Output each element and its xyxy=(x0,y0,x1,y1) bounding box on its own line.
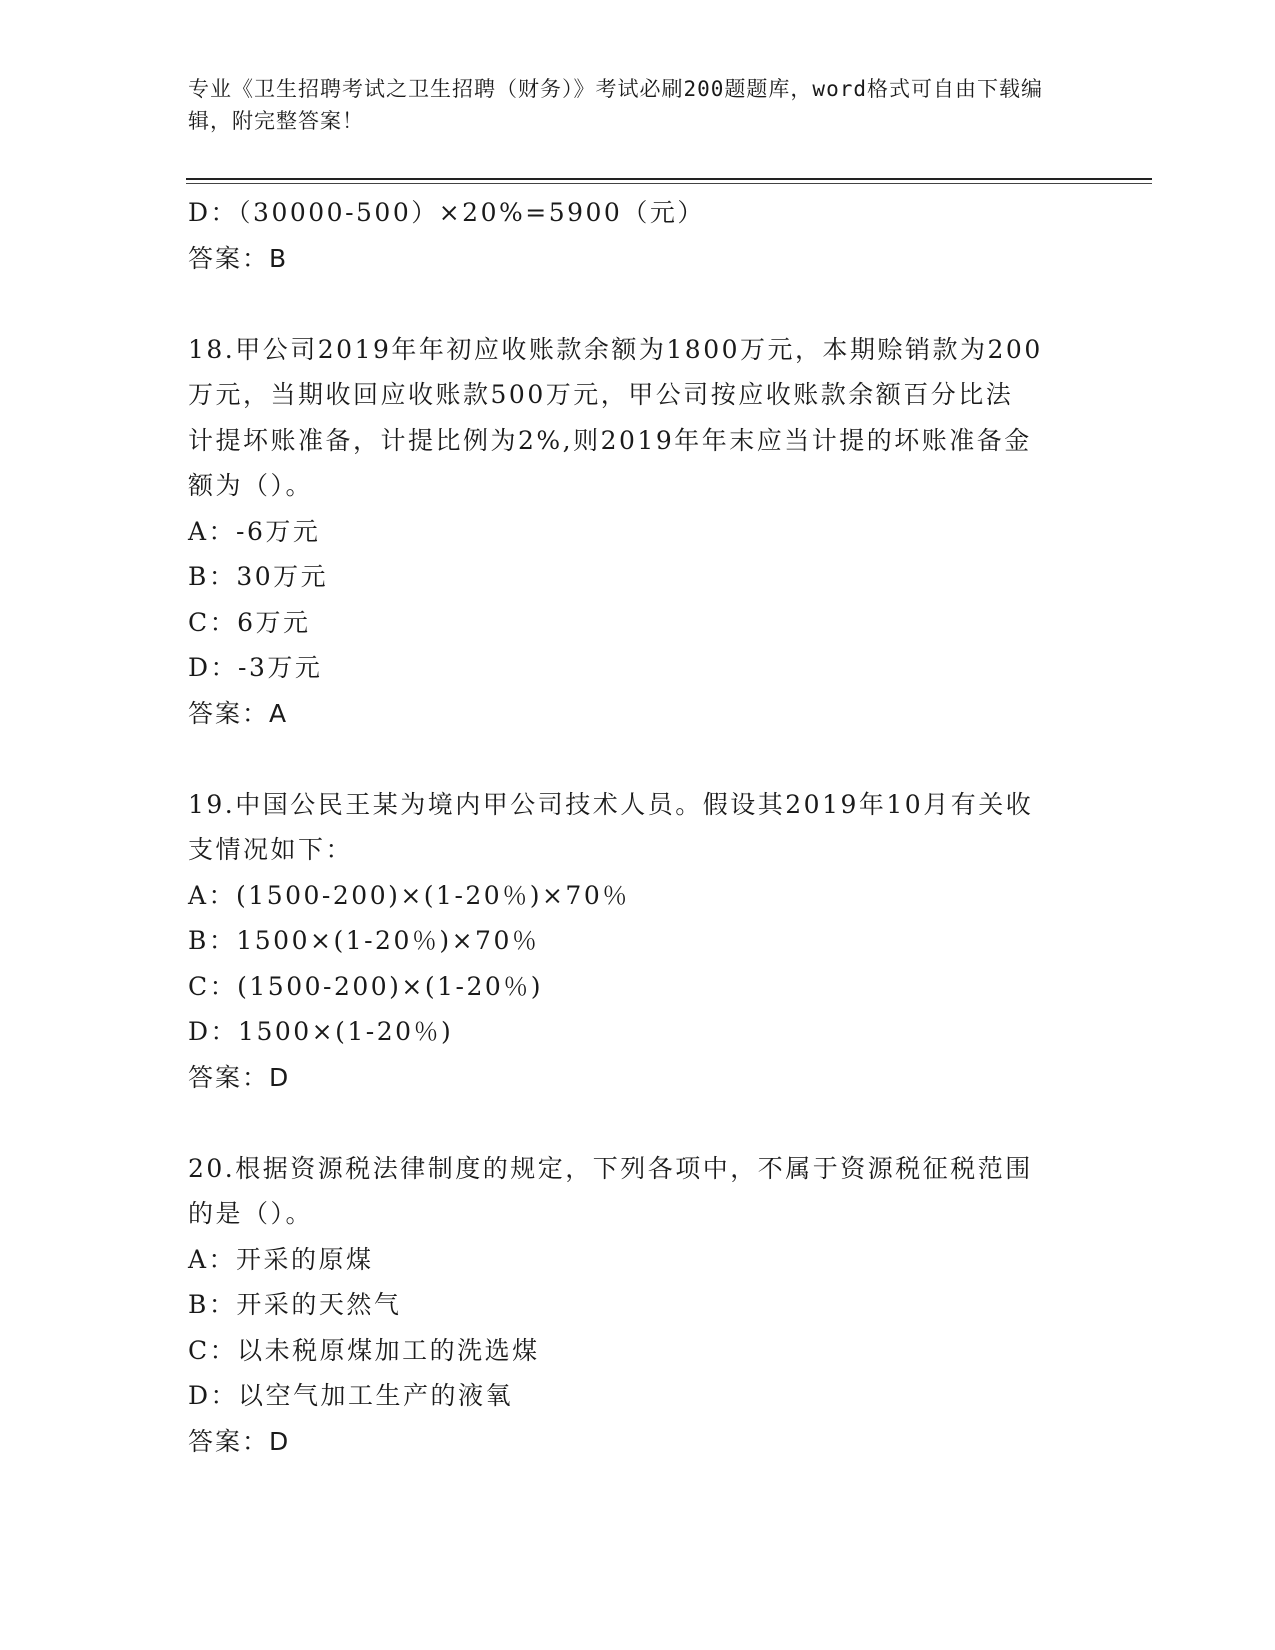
answer-line: 答案：D xyxy=(188,1426,291,1456)
spacer xyxy=(188,1100,1078,1146)
option-a: A：-6万元 xyxy=(188,516,321,546)
question-line: 额为（）。 xyxy=(188,471,314,500)
spacer xyxy=(188,281,1078,327)
question-block-20 xyxy=(188,1146,1078,1465)
carry-over-answer: 答案：B xyxy=(188,243,289,273)
option-b: B：开采的天然气 xyxy=(188,1290,402,1319)
question-line: 18.甲公司2019年年初应收账款余额为1800万元，本期赊销款为200 xyxy=(188,334,1043,364)
option-a: A：开采的原煤 xyxy=(188,1244,374,1274)
answer-line: 答案：A xyxy=(188,698,289,728)
header-divider xyxy=(186,178,1152,180)
option-b: B：30万元 xyxy=(188,562,329,591)
question-content xyxy=(188,190,1078,1464)
question-line: 的是（）。 xyxy=(188,1199,314,1228)
answer-line: 答案：D xyxy=(188,1062,291,1092)
document-header: 专业《卫生招聘考试之卫生招聘（财务）》考试必刷200题题库，word格式可自由下载编辑，附完整答案！ xyxy=(188,77,1043,133)
option-c: C：6万元 xyxy=(188,607,311,637)
option-c: C：以未税原煤加工的洗选煤 xyxy=(188,1335,540,1365)
spacer xyxy=(188,736,1078,782)
option-a: A：(1500-200)×(1-20％)×70％ xyxy=(188,880,630,910)
question-line: 19.中国公民王某为境内甲公司技术人员。假设其2019年10月有关收 xyxy=(188,789,1034,819)
option-d: D：以空气加工生产的液氧 xyxy=(188,1381,514,1410)
option-b: B：1500×(1-20％)×70％ xyxy=(188,926,540,955)
question-line: 支情况如下： xyxy=(188,835,354,864)
question-block-19 xyxy=(188,782,1078,1101)
option-c: C：(1500-200)×(1-20％) xyxy=(188,971,544,1001)
question-line: 万元，当期收回应收账款500万元，甲公司按应收账款余额百分比法 xyxy=(188,380,1014,409)
question-block-18 xyxy=(188,327,1078,737)
option-d: D：1500×(1-20％) xyxy=(188,1017,454,1046)
option-d: D：-3万元 xyxy=(188,653,323,682)
question-line: 计提坏账准备，计提比例为2%,则2019年年末应当计提的坏账准备金 xyxy=(188,425,1032,455)
header-divider-thin xyxy=(186,183,1152,184)
carry-over-option-d: D：（30000-500）×20%=5900（元） xyxy=(188,198,705,227)
question-line: 20.根据资源税法律制度的规定，下列各项中，不属于资源税征税范围 xyxy=(188,1153,1033,1183)
